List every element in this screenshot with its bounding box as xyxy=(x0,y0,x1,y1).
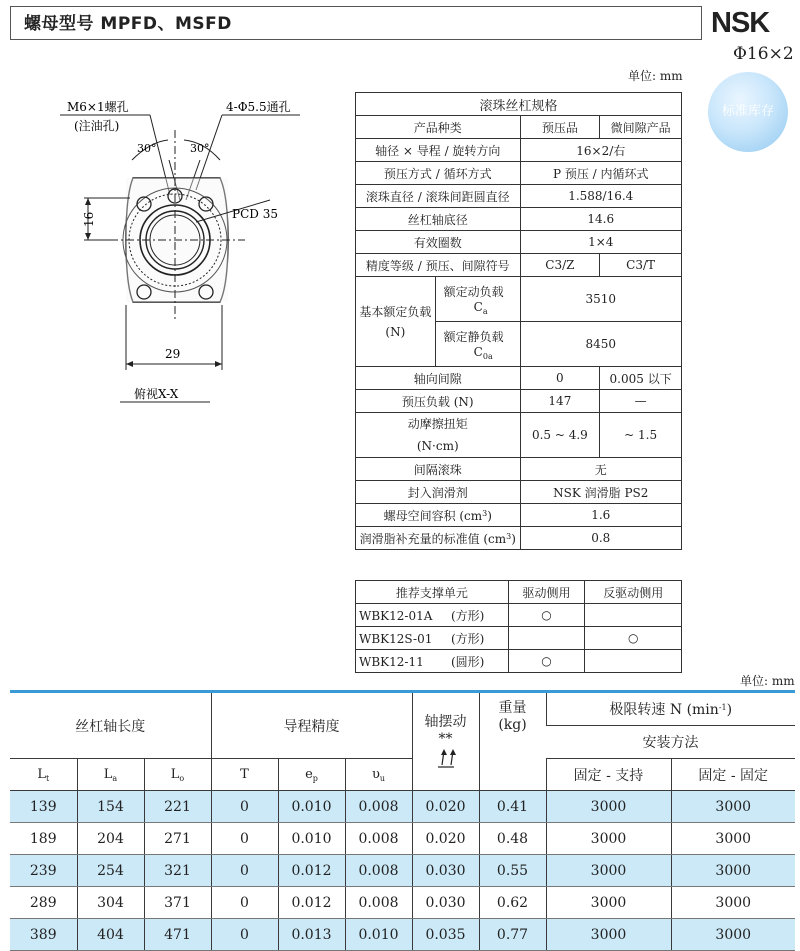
mount-a-head: 固定 - 支持 xyxy=(546,759,671,791)
dynamic-load-value: 3510 xyxy=(520,277,681,322)
table-cell: 0.48 xyxy=(479,823,546,855)
table-cell: 3000 xyxy=(671,919,795,951)
static-load-value: 8450 xyxy=(520,322,681,367)
table-cell: 189 xyxy=(10,823,77,855)
mount-head: 安装方法 xyxy=(546,726,795,759)
shaft-length-head: 丝杠轴长度 xyxy=(10,692,211,759)
lube-label: 封入润滑剂 xyxy=(356,481,521,504)
table-row xyxy=(10,919,795,951)
table-cell: 0 xyxy=(211,823,278,855)
table-cell: 204 xyxy=(77,823,144,855)
spacer-label: 间隔滚珠 xyxy=(356,458,521,481)
table-cell: 139 xyxy=(10,791,77,823)
unit-label-bottom: 单位: mm xyxy=(740,674,795,688)
torque-a: 0.5 ~ 4.9 xyxy=(520,413,600,458)
product-type-b: 微间隙产品 xyxy=(600,116,682,139)
table-cell: 0.008 xyxy=(345,823,412,855)
basic-load-label: 基本额定负载 (N) xyxy=(356,277,436,367)
table-cell: 0.62 xyxy=(479,887,546,919)
table-cell: 221 xyxy=(144,791,211,823)
table-cell: 239 xyxy=(10,855,77,887)
torque-label: 动摩擦扭矩 (N·cm) xyxy=(356,413,521,458)
table-cell: 471 xyxy=(144,919,211,951)
table-cell: 3000 xyxy=(671,791,795,823)
dim-29: 29 xyxy=(165,347,181,361)
weight-head: 重量 (kg) xyxy=(479,692,546,791)
spec-value: 14.6 xyxy=(520,208,681,231)
table-cell: 3000 xyxy=(546,791,671,823)
table-cell: 3000 xyxy=(671,887,795,919)
spec-value: 16×2/右 xyxy=(520,139,681,162)
unit-label: 单位: mm xyxy=(628,69,683,83)
table-cell: 0.020 xyxy=(412,823,479,855)
table-cell: 3000 xyxy=(546,823,671,855)
support-head: 反驱动侧用 xyxy=(585,581,682,604)
refill-label: 润滑脂补充量的标准值 $(cm^3)$ xyxy=(356,527,521,550)
sym-lt: $L_t$ xyxy=(10,759,77,791)
table-cell: 3000 xyxy=(671,855,795,887)
table-cell: 0.41 xyxy=(479,791,546,823)
nut-drawing xyxy=(0,85,350,410)
runout-symbol-icon xyxy=(434,747,458,769)
sym-la: $L_a$ xyxy=(77,759,144,791)
page-title: 螺母型号 MPFD、MSFD xyxy=(24,14,232,34)
spec-value: 1.588/16.4 xyxy=(520,185,681,208)
axial-b: 0.005 以下 xyxy=(600,367,682,390)
label-hole: M6×1螺孔 xyxy=(67,100,129,114)
table-row xyxy=(10,887,795,919)
table-cell: 0.012 xyxy=(278,887,345,919)
table-cell: 0 xyxy=(211,791,278,823)
size-label: Φ16×2 xyxy=(733,44,794,64)
caption: 俯视X-X xyxy=(134,387,179,401)
table-cell: 3000 xyxy=(546,855,671,887)
table-cell: 389 xyxy=(10,919,77,951)
space-value: 1.6 xyxy=(520,504,681,527)
sym-vu: $\upsilon_u$ xyxy=(345,759,412,791)
spec-label: 预压方式 / 循环方式 xyxy=(356,162,521,185)
table-row xyxy=(10,791,795,823)
support-head: 推荐支撑单元 xyxy=(356,581,509,604)
product-type-a: 预压品 xyxy=(520,116,600,139)
sym-t: T xyxy=(211,759,278,791)
static-load-label: 额定静负载 $C_{0a}$ xyxy=(435,322,520,367)
dim-16: 16 xyxy=(82,211,96,227)
table-cell: 0.008 xyxy=(345,855,412,887)
axial-label: 轴向间隙 xyxy=(356,367,521,390)
table-cell: 0.030 xyxy=(412,855,479,887)
space-label: 螺母空间容积 $(cm^3)$ xyxy=(356,504,521,527)
support-row: WBK12-11 (圆形) ○ xyxy=(356,650,682,673)
support-row: WBK12-01A (方形) ○ xyxy=(356,604,682,627)
accuracy-a: C3/Z xyxy=(520,254,600,277)
spec-label: 轴径 × 导程 / 旋转方向 xyxy=(356,139,521,162)
table-cell: 0.013 xyxy=(278,919,345,951)
label-through: 4-Φ5.5通孔 xyxy=(226,100,291,114)
table-cell: 289 xyxy=(10,887,77,919)
spec-value: P 预压 / 内循环式 xyxy=(520,162,681,185)
support-head: 驱动侧用 xyxy=(508,581,585,604)
spacer-value: 无 xyxy=(520,458,681,481)
table-cell: 0.55 xyxy=(479,855,546,887)
pcd-label: PCD 35 xyxy=(232,207,278,221)
preload-b: — xyxy=(600,390,682,413)
accuracy-label: 精度等级 / 预压、间隙符号 xyxy=(356,254,521,277)
label-hole-sub: (注油孔) xyxy=(74,119,120,133)
table-cell: 0.012 xyxy=(278,855,345,887)
sym-ep: $e_p$ xyxy=(278,759,345,791)
lube-value: NSK 润滑脂 PS2 xyxy=(520,481,681,504)
table-cell: 404 xyxy=(77,919,144,951)
support-table xyxy=(355,580,682,673)
runout-head: 轴摆动 ** xyxy=(412,692,479,791)
table-cell: 0 xyxy=(211,919,278,951)
table-cell: 3000 xyxy=(546,887,671,919)
axial-a: 0 xyxy=(520,367,600,390)
lead-accuracy-head: 导程精度 xyxy=(211,692,412,759)
table-cell: 254 xyxy=(77,855,144,887)
table-cell: 371 xyxy=(144,887,211,919)
table-cell: 154 xyxy=(77,791,144,823)
table-row xyxy=(10,823,795,855)
table-cell: 304 xyxy=(77,887,144,919)
table-cell: 3000 xyxy=(671,823,795,855)
table-cell: 0 xyxy=(211,887,278,919)
spec-label: 滚珠直径 / 滚珠间距圆直径 xyxy=(356,185,521,208)
table-cell: 0.020 xyxy=(412,791,479,823)
refill-value: 0.8 xyxy=(520,527,681,550)
table-cell: 271 xyxy=(144,823,211,855)
table-cell: 0.008 xyxy=(345,791,412,823)
spec-title: 滚珠丝杠规格 xyxy=(356,93,682,116)
table-cell: 0.010 xyxy=(278,823,345,855)
table-cell: 3000 xyxy=(546,919,671,951)
table-cell: 0.77 xyxy=(479,919,546,951)
angle-right: 30° xyxy=(190,142,210,155)
length-table xyxy=(10,690,795,951)
mount-b-head: 固定 - 固定 xyxy=(671,759,795,791)
preload-a: 147 xyxy=(520,390,600,413)
max-speed-head: 极限转速 N $(\min^{-1})$ xyxy=(546,692,795,726)
product-type-label: 产品种类 xyxy=(356,116,521,139)
support-row: WBK12S-01 (方形) ○ xyxy=(356,627,682,650)
table-cell: 0 xyxy=(211,855,278,887)
torque-b: ~ 1.5 xyxy=(600,413,682,458)
table-cell: 0.010 xyxy=(278,791,345,823)
accuracy-b: C3/T xyxy=(600,254,682,277)
table-cell: 321 xyxy=(144,855,211,887)
table-row xyxy=(10,855,795,887)
spec-value: 1×4 xyxy=(520,231,681,254)
stock-badge: 标准库存 xyxy=(708,72,788,152)
table-cell: 0.008 xyxy=(345,887,412,919)
table-cell: 0.035 xyxy=(412,919,479,951)
sym-lo: $L_o$ xyxy=(144,759,211,791)
spec-table xyxy=(355,92,682,550)
spec-label: 有效圈数 xyxy=(356,231,521,254)
angle-left: 30° xyxy=(137,142,157,155)
table-cell: 0.030 xyxy=(412,887,479,919)
brand-logo: NSK xyxy=(711,7,770,39)
preload-label: 预压负载 (N) xyxy=(356,390,521,413)
dynamic-load-label: 额定动负载 $C_a$ xyxy=(435,277,520,322)
table-cell: 0.010 xyxy=(345,919,412,951)
spec-label: 丝杠轴底径 xyxy=(356,208,521,231)
